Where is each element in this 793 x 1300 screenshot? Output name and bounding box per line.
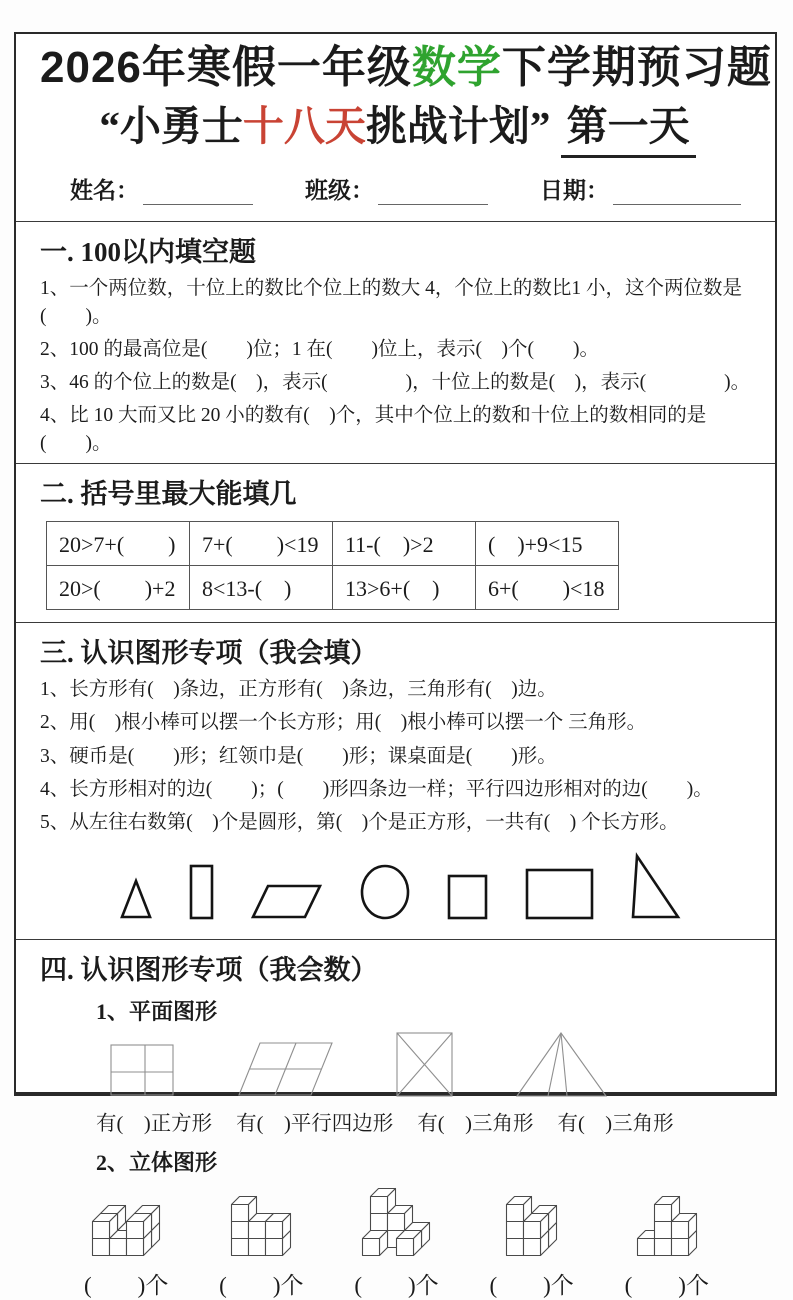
small-square-icon: [446, 873, 490, 921]
title-subject-highlight: 数学: [411, 43, 502, 92]
cube-stack-icon: [636, 1195, 698, 1257]
cube-figure-5: [625, 1195, 709, 1300]
section3-question-3: 3、硬币是( )形；红领巾是( )形；课桌面是( )形。: [40, 745, 557, 767]
square-grid-figure: [110, 1044, 176, 1098]
cube-stack-icon: [230, 1195, 292, 1257]
section3-question-5: 5、从左往右数第( )个是圆形，第( )个是正方形，一共有( ) 个长方形。: [40, 812, 679, 834]
cube-count-blank: ( )个: [624, 1272, 709, 1298]
page-title: [40, 40, 772, 95]
table-row: [47, 522, 619, 566]
parallelogram-count-label: 有( )平行四边形: [236, 1112, 394, 1135]
subtitle-day-number: 第一天: [561, 101, 696, 158]
cube-count-blank: ( )个: [489, 1272, 574, 1298]
table-cell: 7+( )<19: [190, 522, 333, 566]
title-pre: 2026年寒假一年级: [40, 43, 412, 92]
student-info-row: [40, 160, 755, 215]
date-blank-line: [613, 179, 741, 205]
section3-question-2: 2、用( )根小棒可以摆一个长方形；用( )根小棒可以摆一个 三角形。: [40, 712, 647, 734]
circle-icon: [358, 863, 412, 921]
triangle-icon: [118, 877, 154, 921]
section1-question-2: 2、100 的最高位是( )位；1 在( )位上，表示( )个( )。: [40, 338, 599, 360]
title-post: 下学期预习题: [501, 43, 772, 92]
table-cell: 20>( )+2: [47, 566, 190, 610]
cube-count-blank: ( )个: [219, 1272, 304, 1298]
section1-heading: 一. 100以内填空题: [40, 237, 256, 268]
table-cell: 13>6+( ): [333, 566, 476, 610]
section-divider: [16, 463, 775, 464]
cube-stack-icon: [505, 1195, 558, 1257]
cube-figure-3: [354, 1187, 438, 1300]
cube-count-blank: ( )个: [84, 1272, 169, 1298]
section-divider: [16, 622, 775, 623]
parallelogram-icon: [250, 883, 324, 921]
class-label: 班级：: [305, 178, 374, 204]
subtitle-days-highlight: 十八天: [242, 103, 366, 149]
triangle-count-label-2: 有( )三角形: [557, 1112, 674, 1135]
triangle-count-label: 有( )三角形: [417, 1112, 534, 1135]
rectangle-diagonals-figure: [396, 1032, 454, 1098]
square-count-label: 有( )正方形: [96, 1112, 213, 1135]
cube-figure-2: [219, 1195, 303, 1300]
plane-figures-row: [40, 1028, 755, 1098]
subtitle-pre: “小勇士: [99, 103, 243, 149]
table-cell: 20>7+( ): [47, 522, 190, 566]
table-row: [47, 566, 619, 610]
name-field: [70, 172, 253, 205]
table-cell: 8<13-( ): [190, 566, 333, 610]
class-field: [305, 172, 488, 205]
section1-question-3: 3、46 的个位上的数是( )，表示( )，十位上的数是( )，表示( )。: [40, 372, 751, 394]
tall-rectangle-icon: [188, 863, 216, 921]
section2-heading: 二. 括号里最大能填几: [40, 479, 297, 510]
cube-stack-icon: [91, 1204, 161, 1257]
cube-figure-1: [84, 1204, 168, 1300]
section1-question-4: 4、比 10 大而又比 20 小的数有( )个，其中个位上的数和十位上的数相同的是( )。: [40, 405, 707, 454]
triangle-divided-figure: [516, 1032, 608, 1098]
section4-heading: 四. 认识图形专项（我会数）: [40, 954, 378, 985]
name-label: 姓名：: [70, 178, 139, 204]
table-cell: ( )+9<15: [476, 522, 619, 566]
cube-count-blank: ( )个: [354, 1272, 439, 1298]
date-label: 日期：: [540, 178, 609, 204]
shapes-row: [40, 843, 755, 933]
section1-question-1: 1、一个两位数，十位上的数比个位上的数大 4，个位上的数比1 小，这个两位数是( )。: [40, 278, 743, 327]
worksheet-border-frame: [14, 32, 777, 1298]
table-cell: 11-( )>2: [333, 522, 476, 566]
rectangle-icon: [524, 867, 596, 921]
parallelogram-grid-figure: [238, 1042, 334, 1098]
subtitle-post: 挑战计划”: [365, 103, 551, 149]
table-cell: 6+( )<18: [476, 566, 619, 610]
cube-figures-row: [40, 1179, 755, 1300]
cube-stack-icon: [361, 1187, 431, 1257]
name-blank-line: [143, 179, 253, 205]
plane-figure-labels: [40, 1098, 755, 1138]
section-divider: [16, 221, 775, 222]
date-field: [540, 172, 741, 205]
section3-question-1: 1、长方形有( )条边，正方形有( )条边，三角形有( )边。: [40, 679, 557, 701]
cube-figure-4: [489, 1195, 573, 1300]
section-divider: [16, 939, 775, 940]
page-subtitle: [40, 101, 755, 158]
section4-sub1: 1、平面图形: [96, 998, 218, 1024]
section3-question-4: 4、长方形相对的边( )；( )形四条边一样；平行四边形相对的边( )。: [40, 778, 713, 800]
section4-sub2: 2、立体图形: [96, 1149, 218, 1175]
class-blank-line: [378, 179, 488, 205]
section3-heading: 三. 认识图形专项（我会填）: [40, 638, 378, 669]
max-fill-table: [46, 521, 619, 610]
right-triangle-icon: [630, 853, 682, 921]
